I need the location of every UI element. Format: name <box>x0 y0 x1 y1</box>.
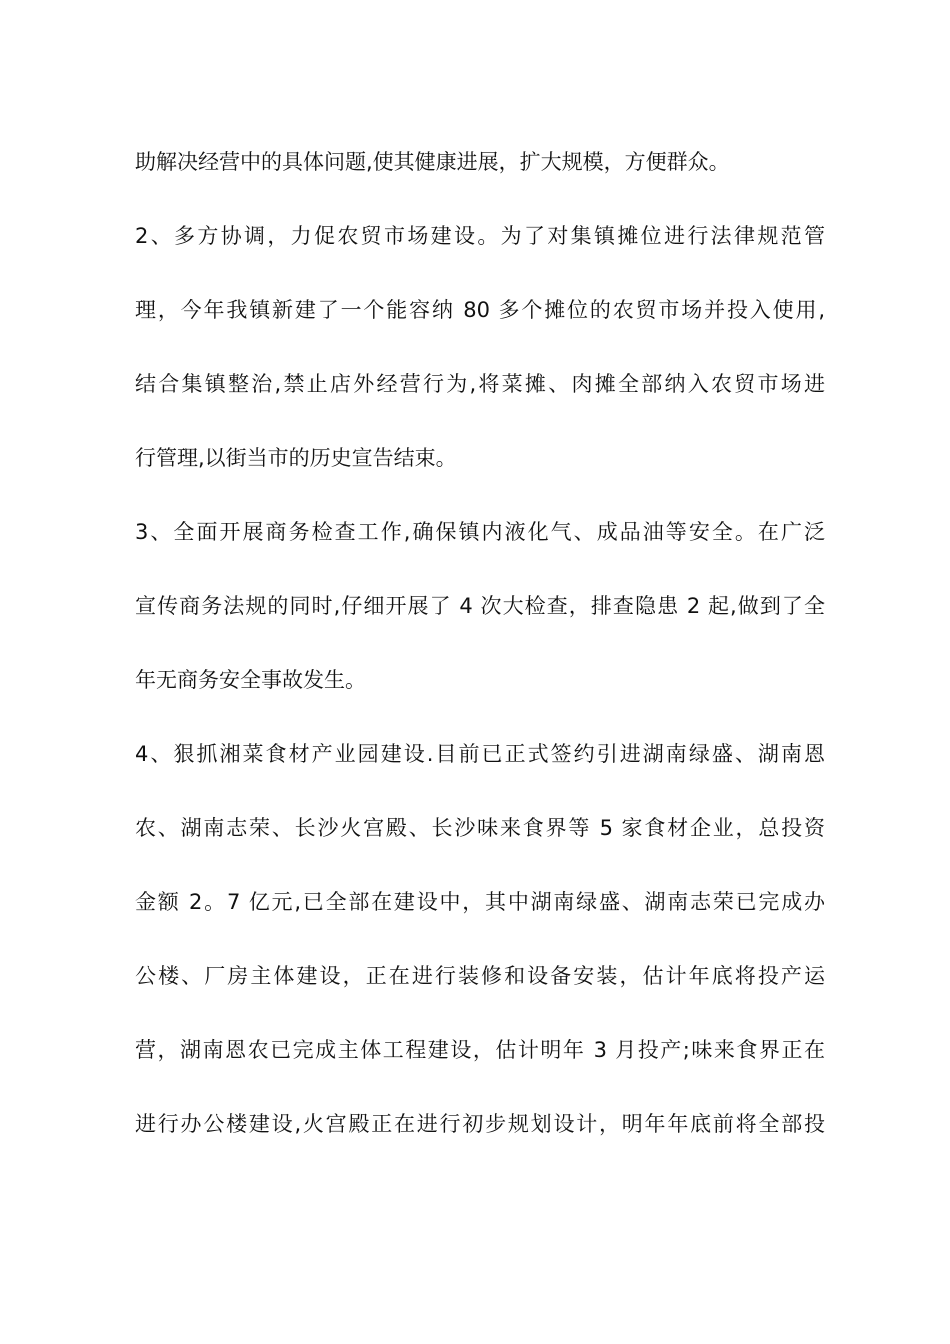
text-line: 金额 2。7 亿元,已全部在建设中，其中湖南绿盛、湖南志荣已完成办 <box>135 890 825 914</box>
text-line: 行管理,以街当市的历史宣告结束。 <box>135 446 457 470</box>
text-line: 2、多方协调，力促农贸市场建设。为了对集镇摊位进行法律规范管 <box>135 224 825 248</box>
text-line: 进行办公楼建设,火宫殿正在进行初步规划设计，明年年底前将全部投 <box>135 1112 825 1136</box>
document-body <box>135 138 825 1174</box>
text-line: 年无商务安全事故发生。 <box>135 668 366 692</box>
text-line: 助解决经营中的具体问题,使其健康进展，扩大规模，方便群众。 <box>135 150 730 174</box>
text-line: 结合集镇整治,禁止店外经营行为,将菜摊、肉摊全部纳入农贸市场进 <box>135 372 825 396</box>
text-line: 公楼、厂房主体建设，正在进行装修和设备安装，估计年底将投产运 <box>135 964 825 988</box>
text-line: 理，今年我镇新建了一个能容纳 80 多个摊位的农贸市场并投入使用, <box>135 298 825 322</box>
text-line: 4、狠抓湘菜食材产业园建设.目前已正式签约引进湖南绿盛、湖南恩 <box>135 742 825 766</box>
text-line: 宣传商务法规的同时,仔细开展了 4 次大检查，排查隐患 2 起,做到了全 <box>135 594 825 618</box>
text-line: 农、湖南志荣、长沙火宫殿、长沙味来食界等 5 家食材企业，总投资 <box>135 816 825 840</box>
text-line: 营，湖南恩农已完成主体工程建设，估计明年 3 月投产;味来食界正在 <box>135 1038 825 1062</box>
text-line: 3、全面开展商务检查工作,确保镇内液化气、成品油等安全。在广泛 <box>135 520 825 544</box>
